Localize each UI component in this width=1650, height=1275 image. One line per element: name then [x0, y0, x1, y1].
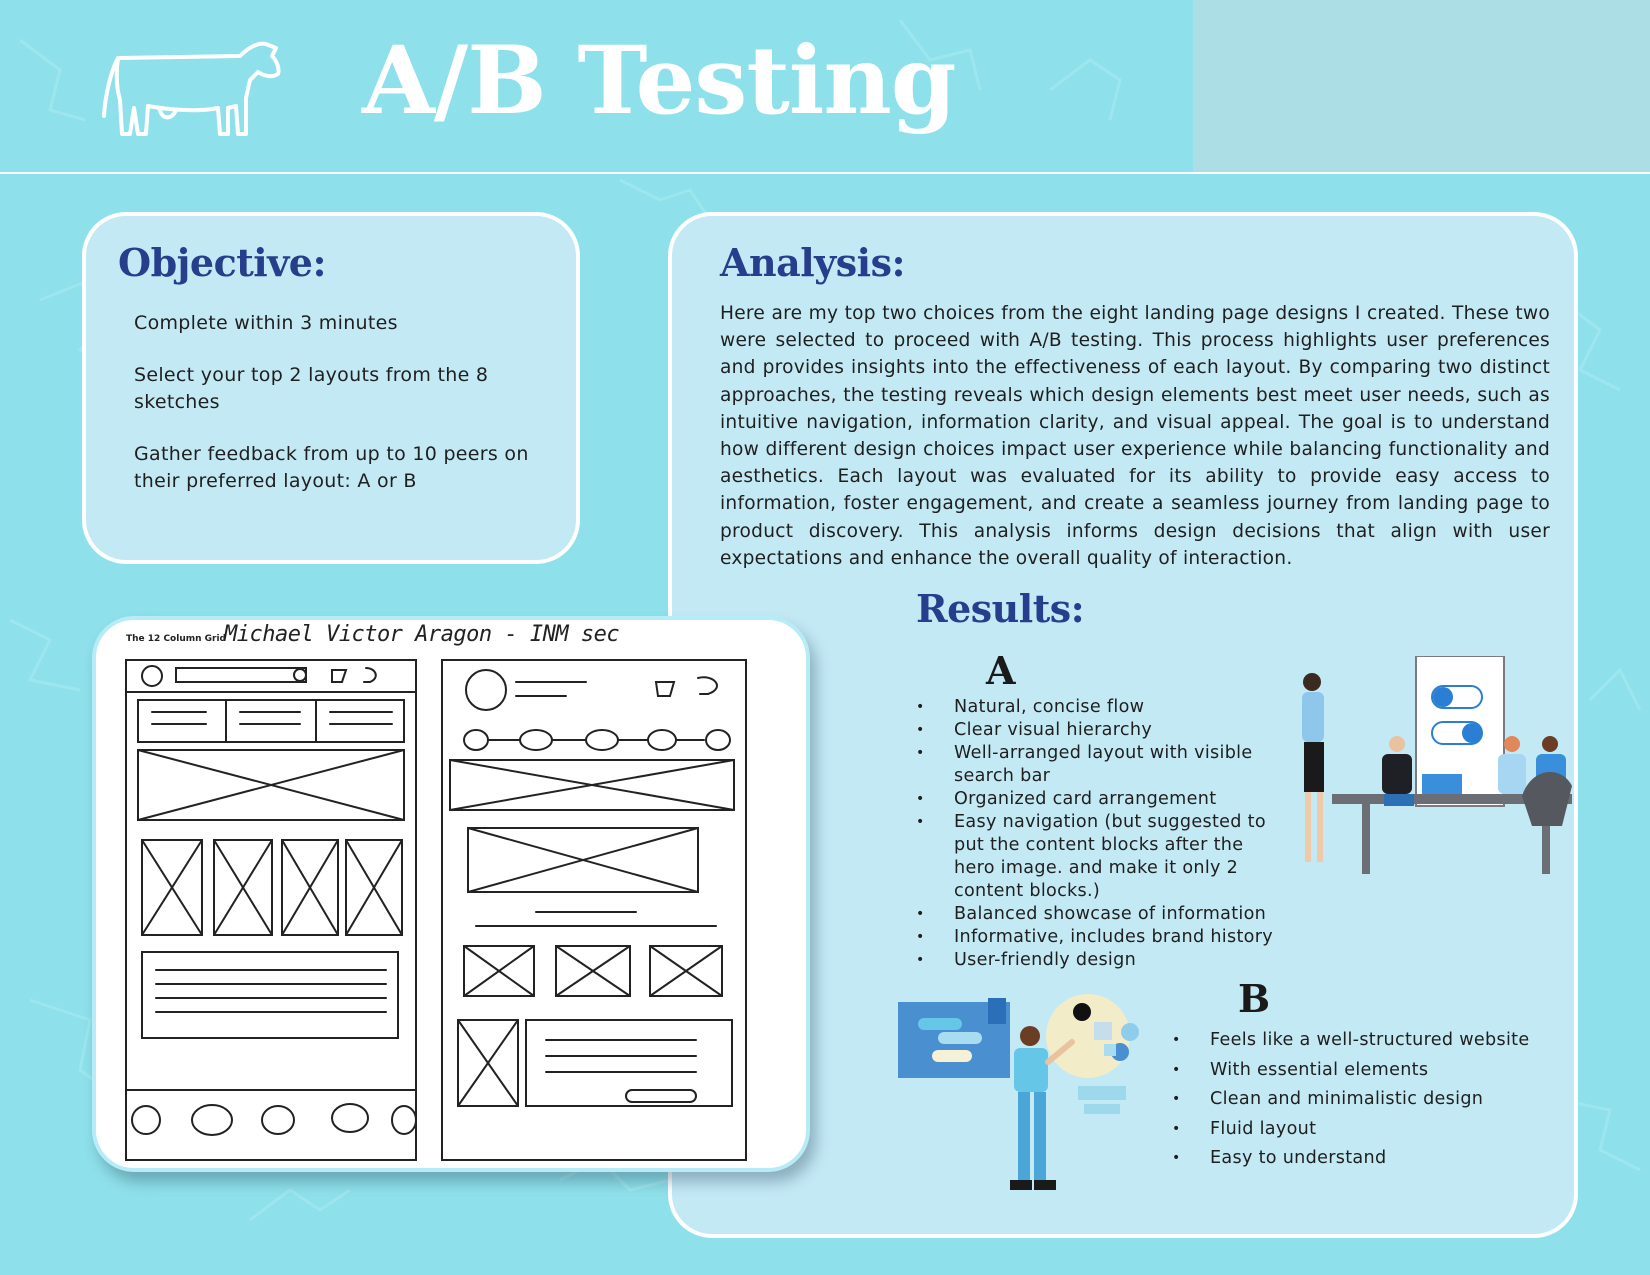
analysis-heading: Analysis: — [720, 240, 905, 285]
layout-a-item: • Informative, includes brand history — [916, 926, 1276, 949]
cow-icon — [100, 28, 290, 143]
objective-heading: Objective: — [118, 240, 327, 285]
page-title: A/B Testing — [362, 26, 956, 136]
wireframe-sketch-icon — [96, 620, 806, 1168]
layout-a-item: • User-friendly design — [916, 949, 1276, 972]
layout-b-item: • Clean and minimalistic design — [1172, 1085, 1552, 1115]
objective-item: Complete within 3 minutes — [134, 312, 398, 334]
idea-presentation-illustration — [898, 992, 1148, 1202]
layout-a-item: • Organized card arrangement — [916, 788, 1276, 811]
layout-b-item: • With essential elements — [1172, 1056, 1552, 1086]
objective-item: Select your top 2 layouts from the 8 sketches — [134, 364, 489, 413]
layout-a-item: • Balanced showcase of information — [916, 903, 1276, 926]
objective-list — [134, 310, 544, 520]
analysis-body: Here are my top two choices from the eight landing page designs I created. These two were selected to proceed with A/B testing. This process highlights user preferences and provides insights into the effectiveness of each layout. By comparing two distinct approaches, the testing reveals which design elements best meet user needs, such as intuitive navigation, information clarity, and visual appeal. The goal is to understand how different design choices impact user experience while balancing functionality and aesthetics. Each layout was evaluated for its ability to provide easy access to information, foster engagement, and create a seamless journey from landing page to product discovery. This analysis informs design decisions that align with user expectations and enhance the overall quality of interaction. — [720, 303, 1550, 569]
layout-b-label: B — [1238, 976, 1271, 1021]
header-divider — [0, 172, 1650, 174]
objective-item: Gather feedback from up to 10 peers on their preferred layout: A or B — [134, 443, 529, 492]
sketch-grid-label: The 12 Column Grid — [126, 634, 226, 644]
team-meeting-illustration — [1292, 656, 1572, 886]
layout-b-item: • Feels like a well-structured website — [1172, 1026, 1552, 1056]
layout-a-item: • Natural, concise flow — [916, 696, 1276, 719]
results-heading: Results: — [916, 586, 1085, 631]
wireframe-sketch-card — [92, 616, 810, 1172]
header-accent-panel — [1193, 0, 1650, 172]
layout-a-list — [916, 696, 1276, 972]
layout-a-item: • Clear visual hierarchy — [916, 719, 1276, 742]
sketch-author: Michael Victor Aragon - INM sec — [224, 622, 620, 647]
layout-a-label: A — [986, 648, 1016, 693]
layout-a-item: • Easy navigation (but suggested to put the content blocks after the hero image. and make it only 2 content blocks.) — [916, 811, 1276, 903]
layout-a-item: • Well-arranged layout with visible search bar — [916, 742, 1276, 788]
objective-card — [82, 212, 580, 564]
layout-b-list — [1172, 1026, 1552, 1174]
layout-b-item: • Easy to understand — [1172, 1144, 1552, 1174]
layout-b-item: • Fluid layout — [1172, 1115, 1552, 1145]
